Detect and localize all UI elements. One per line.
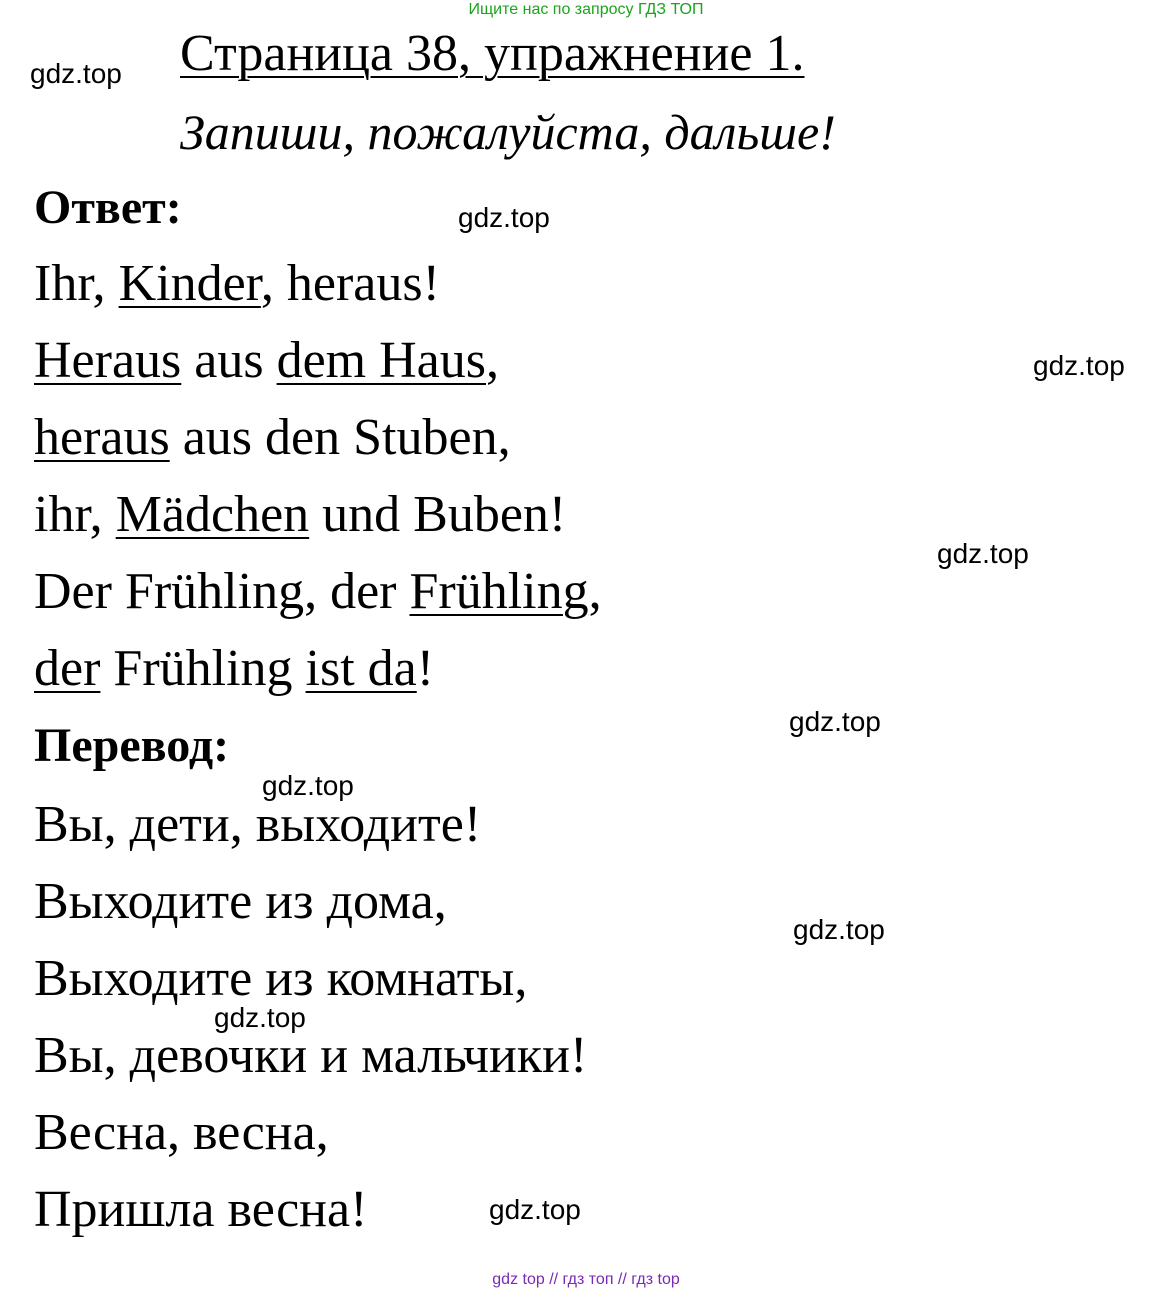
poem-text: Ihr,	[34, 255, 119, 312]
watermark: gdz.top	[789, 706, 881, 737]
page-title: Страница 38, упражнение 1.	[180, 25, 805, 82]
task-subtitle: Запиши, пожалуйста, дальше!	[180, 104, 836, 160]
poem-line	[34, 485, 566, 545]
underlined-word: Frühling	[409, 563, 589, 620]
poem-text: ihr,	[34, 486, 116, 543]
underlined-word: Kinder	[118, 255, 261, 312]
poem-text: und Buben!	[309, 486, 567, 543]
poem-text: Frühling	[100, 640, 306, 697]
watermark: gdz.top	[489, 1194, 581, 1225]
poem-line	[34, 408, 511, 468]
poem-text: ,	[486, 332, 499, 389]
watermark: gdz.top	[214, 1002, 306, 1033]
translation-line: Вы, девочки и мальчики!	[34, 1027, 588, 1084]
poem-text: ,	[588, 563, 602, 620]
poem-line	[34, 254, 440, 314]
underlined-word: der	[34, 640, 101, 697]
watermark: gdz.top	[458, 202, 550, 233]
translation-line: Пришла весна!	[34, 1181, 368, 1238]
answer-heading: Ответ:	[34, 181, 182, 234]
translation-line: Выходите из комнаты,	[34, 950, 528, 1007]
watermark: gdz.top	[793, 914, 885, 945]
underlined-word: dem Haus	[276, 332, 486, 389]
translation-heading: Перевод:	[34, 719, 230, 772]
underlined-word: ist da	[305, 640, 417, 697]
footer-links[interactable]: gdz top // гдз топ // гдз top	[492, 1271, 680, 1288]
poem-text: aus den Stuben,	[169, 409, 511, 466]
watermark: gdz.top	[30, 58, 122, 89]
watermark: gdz.top	[262, 770, 354, 801]
translation-line: Выходите из дома,	[34, 873, 447, 930]
underlined-word: Heraus	[34, 332, 182, 389]
translation-line: Весна, весна,	[34, 1104, 329, 1161]
underlined-word: Mädchen	[115, 486, 310, 543]
poem-text: !	[416, 640, 435, 697]
poem-line	[34, 331, 499, 391]
watermark: gdz.top	[1033, 350, 1125, 381]
poem-text: , heraus!	[260, 255, 440, 312]
underlined-word: heraus	[34, 409, 170, 466]
translation-line: Вы, дети, выходите!	[34, 796, 482, 853]
poem-text: Der Frühling, der	[34, 563, 410, 620]
poem-line	[34, 562, 602, 622]
watermark: gdz.top	[937, 538, 1029, 569]
poem-line	[34, 639, 434, 699]
poem-text: aus	[181, 332, 277, 389]
top-banner-link[interactable]: Ищите нас по запросу ГДЗ ТОП	[468, 1, 704, 18]
